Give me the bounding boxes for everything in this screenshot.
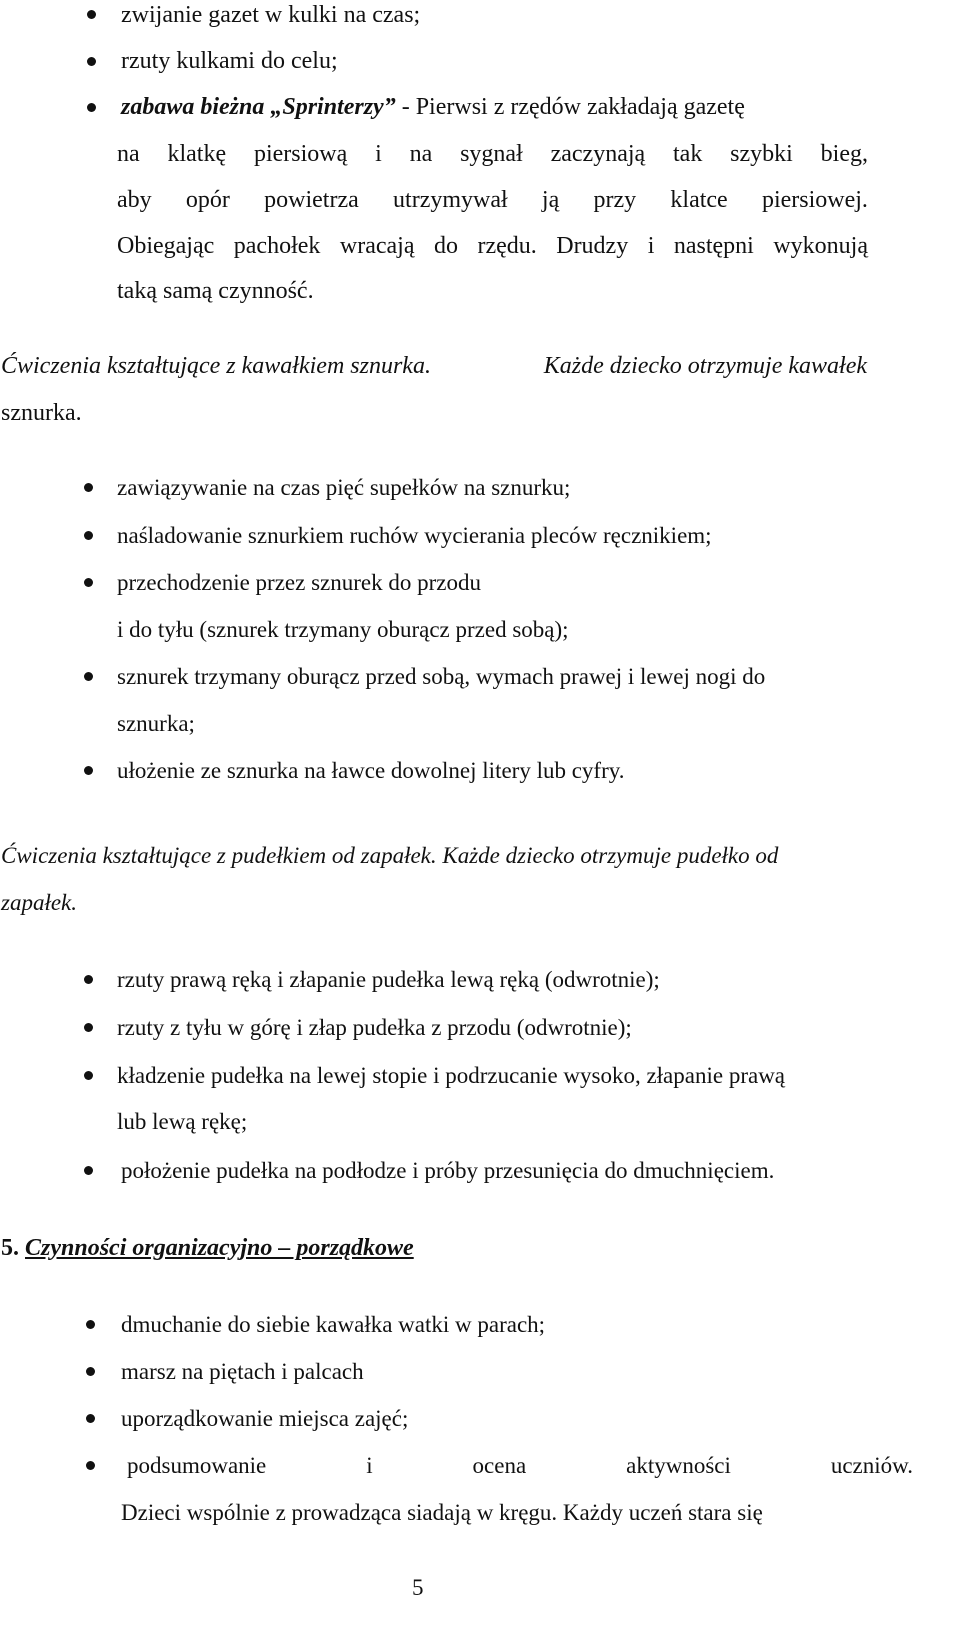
game-name: zabawa bieżna „Sprinterzy”	[121, 94, 396, 120]
list-item: dmuchanie do siebie kawałka watki w parach;	[121, 1312, 546, 1337]
bullet-icon	[84, 483, 93, 492]
list-item: zwijanie gazet w kulki na czas;	[121, 2, 421, 28]
bullet-icon	[86, 1414, 95, 1423]
bullet-icon	[87, 10, 96, 19]
list-item-continuation: Dzieci wspólnie z prowadząca siadają w kręgu. Każdy uczeń stara się	[121, 1500, 763, 1525]
section-number: 5.	[1, 1235, 19, 1261]
section-5-heading	[1, 1234, 414, 1262]
bullet-icon	[84, 975, 93, 984]
list-item: przechodzenie przez sznurek do przodu	[117, 570, 481, 595]
bullet-icon	[84, 766, 93, 775]
list-item-continuation: sznurka;	[117, 711, 195, 736]
list-item: zawiązywanie na czas pięć supełków na sznurku;	[117, 475, 571, 500]
list-item-continuation: i do tyłu (sznurek trzymany oburącz przed sobą);	[117, 617, 569, 642]
list-item: naśladowanie sznurkiem ruchów wycierania pleców ręcznikiem;	[117, 523, 712, 548]
justified-line: podsumowanie i ocena aktywności uczniów.	[127, 1453, 913, 1478]
section-heading-continuation: sznurka.	[1, 400, 82, 426]
list-item: rzuty prawą ręką i złapanie pudełka lewą ręką (odwrotnie);	[117, 967, 660, 992]
list-item: rzuty kulkami do celu;	[121, 48, 338, 74]
bullet-icon	[86, 1367, 95, 1376]
bullet-icon	[84, 672, 93, 681]
bullet-icon	[84, 578, 93, 587]
bullet-icon	[84, 1023, 93, 1032]
list-item: sznurek trzymany oburącz przed sobą, wymach prawej i lewej nogi do	[117, 664, 766, 689]
list-item: kładzenie pudełka na lewej stopie i podrzucanie wysoko, złapanie prawą	[117, 1063, 786, 1088]
list-item-continuation: lub lewą rękę;	[117, 1109, 248, 1134]
list-item: ułożenie ze sznurka na ławce dowolnej litery lub cyfry.	[117, 758, 625, 783]
justified-line: Obiegając pachołek wracają do rzędu. Drudzy i następni wykonują	[117, 233, 868, 259]
list-item: uporządkowanie miejsca zajęć;	[121, 1406, 409, 1431]
list-item: marsz na piętach i palcach	[121, 1359, 364, 1384]
justified-line: na klatkę piersiową i na sygnał zaczynają tak szybki bieg,	[117, 141, 868, 167]
game-description: - Pierwsi z rzędów zakładają gazetę	[395, 94, 745, 120]
justified-line: aby opór powietrza utrzymywał ją przy klatce piersiowej.	[117, 187, 868, 213]
bullet-icon	[86, 1461, 95, 1470]
section-title: Czynności organizacyjno – porządkowe	[25, 1235, 414, 1261]
bullet-icon	[87, 103, 96, 112]
section-heading: Ćwiczenia kształtujące z pudełkiem od zapałek. Każde dziecko otrzymuje pudełko od	[1, 843, 779, 868]
page-number: 5	[412, 1575, 424, 1600]
list-item-continuation: taką samą czynność.	[117, 278, 314, 304]
list-item: rzuty z tyłu w górę i złap pudełka z przodu (odwrotnie);	[117, 1015, 632, 1040]
bullet-icon	[86, 1320, 95, 1329]
bullet-icon	[84, 1071, 93, 1080]
bullet-icon	[87, 57, 96, 66]
section-heading: Ćwiczenia kształtujące z kawałkiem sznurka. Każde dziecko otrzymuje kawałek	[1, 353, 867, 379]
bullet-icon	[84, 1166, 93, 1175]
bullet-icon	[84, 531, 93, 540]
list-item: położenie pudełka na podłodze i próby przesunięcia do dmuchnięciem.	[121, 1158, 775, 1183]
list-item	[121, 93, 745, 121]
section-heading-continuation: zapałek.	[1, 890, 78, 915]
